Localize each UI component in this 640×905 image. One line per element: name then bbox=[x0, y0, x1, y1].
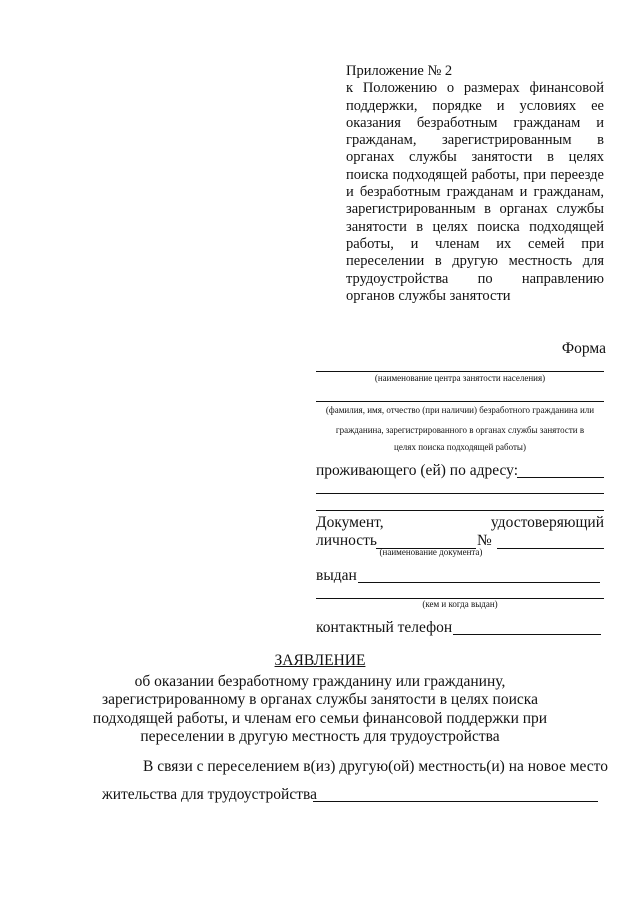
address-line-1[interactable] bbox=[517, 477, 604, 478]
statement-title: ЗАЯВЛЕНИЕ bbox=[274, 652, 366, 669]
statement-body-line-2: жительства для трудоустройства bbox=[102, 786, 317, 803]
document-word: Документ, bbox=[316, 514, 384, 531]
document-number-line[interactable] bbox=[497, 548, 604, 549]
applicant-caption-3: целях поиска подходящей работы) bbox=[394, 442, 526, 452]
annex-title: Приложение № 2 bbox=[346, 63, 453, 79]
subtitle-line: подходящей работы, и членам его семьи финансовой поддержки при bbox=[92, 709, 548, 727]
subtitle-line: зарегистрированному в органах службы занятости в целях поиска bbox=[102, 691, 538, 709]
issued-line-1[interactable] bbox=[358, 582, 600, 583]
personality-word: личность bbox=[316, 532, 377, 549]
address-line-2[interactable] bbox=[316, 493, 604, 494]
form-label: Форма bbox=[561, 340, 606, 357]
phone-label: контактный телефон bbox=[316, 619, 453, 636]
applicant-name-line[interactable] bbox=[316, 401, 604, 402]
center-name-caption: (наименование центра занятости населения) bbox=[374, 373, 546, 383]
annex-body: к Положению о размерах финансовой поддержки, порядке и условиях ее оказания безработным гражданам и гражданам, зарегистрированным в органах службы занятости в целях поиска подходящей работы, при переезде и безработным гражданам и гражданам, зарегистрированным в органах службы занятости в целях поиска подходящей работы, и членам их семей при переселении в другую местность для трудоустройства по направлению органов службы занятости bbox=[346, 80, 604, 304]
phone-line[interactable] bbox=[453, 634, 601, 635]
number-sign: № bbox=[477, 532, 492, 549]
subtitle-line: об оказании безработному гражданину или гражданину, bbox=[134, 673, 506, 690]
address-line-3[interactable] bbox=[316, 510, 604, 511]
applicant-caption-2: гражданина, зарегистрированного в органах службы занятости в bbox=[335, 425, 585, 435]
issued-caption: (кем и когда выдан) bbox=[422, 599, 498, 609]
subtitle-line: переселении в другую местность для трудоустройства bbox=[140, 728, 500, 746]
applicant-caption-1: (фамилия, имя, отчество (при наличии) безработного гражданина или bbox=[325, 405, 595, 415]
document-caption: (наименование документа) bbox=[379, 547, 483, 557]
identity-word: удостоверяющий bbox=[490, 514, 604, 531]
address-label: проживающего (ей) по адресу: bbox=[316, 462, 518, 479]
issued-label: выдан bbox=[316, 567, 357, 584]
residence-line[interactable] bbox=[313, 801, 598, 802]
annex-block bbox=[346, 63, 604, 305]
statement-subtitle bbox=[0, 673, 640, 747]
statement-body-line-1: В связи с переселением в(из) другую(ой) местность(и) на новое место bbox=[143, 758, 608, 775]
